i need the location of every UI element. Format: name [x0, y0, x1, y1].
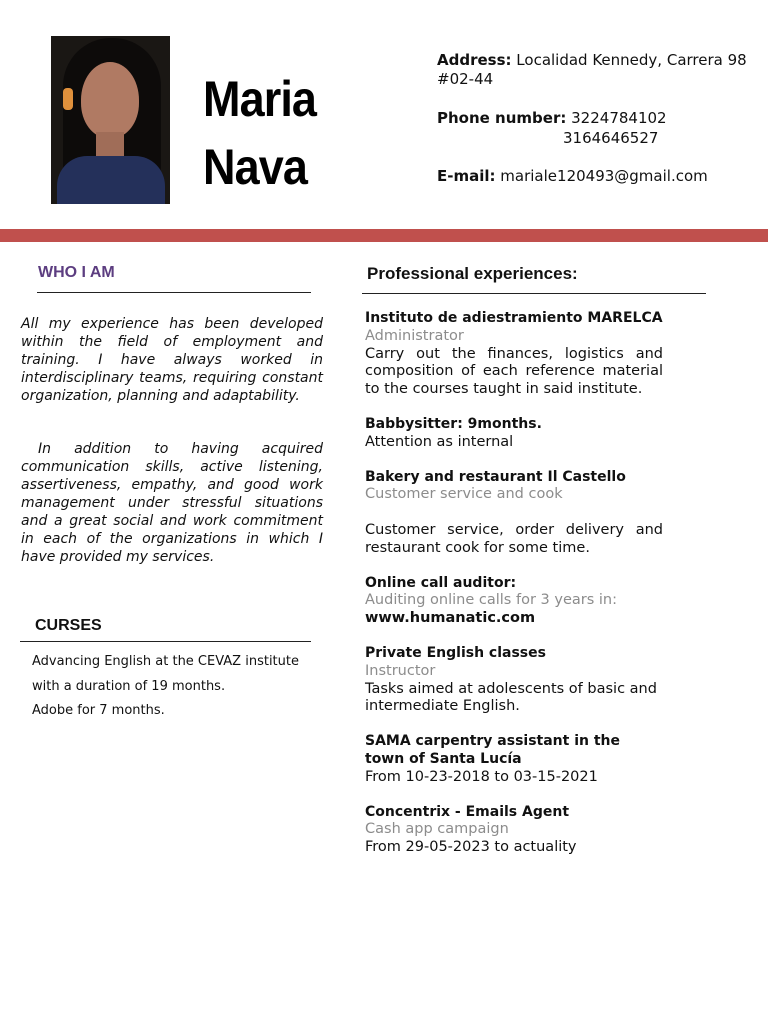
profile-photo [51, 36, 170, 204]
job-description: From 10-23-2018 to 03-15-2021 [365, 768, 598, 785]
phone-value-2: 3164646527 [563, 129, 659, 147]
experience-rule [362, 293, 706, 294]
who-i-am-heading: WHO I AM [38, 264, 115, 281]
job-entry [365, 416, 663, 452]
job-title: Concentrix - Emails Agent [365, 803, 570, 820]
job-role: Administrator [365, 327, 464, 344]
job-title: Private English classes [365, 644, 546, 661]
experience-list [365, 310, 663, 874]
curse-item: Advancing English at the CEVAZ institute [32, 654, 299, 669]
curses-heading: CURSES [35, 617, 102, 634]
job-entry [365, 575, 663, 628]
job-description: From 29-05-2023 to actuality [365, 839, 577, 856]
curses-rule [20, 641, 311, 642]
about-paragraph-1: All my experience has been developed within the field of employment and training. I have always worked in interdisciplinary teams, requiring constant organization, planning and adaptability. [21, 316, 323, 404]
job-description: Customer service, order delivery and restaurant cook for some time. [365, 521, 663, 556]
job-description: Tasks aimed at adolescents of basic and intermediate English. [365, 680, 657, 715]
job-description: Attention as internal [365, 433, 514, 450]
job-entry [365, 645, 663, 716]
job-entry [365, 310, 663, 399]
address-label: Address: [437, 51, 512, 69]
job-entry [365, 804, 663, 857]
first-name: Maria [203, 71, 317, 127]
last-name: Nava [203, 139, 307, 195]
job-title: Bakery and restaurant Il Castello [365, 468, 626, 485]
job-website: www.humanatic.com [365, 610, 536, 627]
curse-item: with a duration of 19 months. [32, 678, 226, 694]
job-role: Instructor [365, 662, 436, 679]
contact-address [437, 51, 757, 89]
photo-face [81, 62, 139, 138]
job-title: Online call auditor: [365, 574, 517, 591]
phone-value-1: 3224784102 [571, 109, 667, 127]
job-title: Instituto de adiestramiento MARELCA [365, 310, 663, 326]
job-role: Customer service and cook [365, 486, 563, 503]
about-paragraph-2: In addition to having acquired communication skills, active listening, assertiveness, empathy, and good work management under stressful situations and a great social and work commitment in each of the organizations in which I have provided my services. [21, 441, 323, 565]
job-entry [365, 469, 663, 558]
photo-shirt [57, 156, 165, 204]
email-value: mariale120493@gmail.com [500, 167, 708, 185]
curse-item: Adobe for 7 months. [32, 703, 165, 718]
contact-email [437, 167, 757, 186]
phone-label: Phone number: [437, 109, 567, 127]
contact-phone [437, 109, 757, 128]
address-value: Localidad Kennedy, Carrera 98 #02-44 [437, 51, 747, 88]
experience-heading: Professional experiences: [367, 264, 578, 283]
email-label: E-mail: [437, 167, 496, 185]
job-role: Cash app campaign [365, 821, 509, 838]
header-divider-bar [0, 229, 768, 242]
job-title: SAMA carpentry assistant in the town of Santa Lucía [365, 733, 621, 767]
photo-background-light [63, 88, 73, 110]
job-entry [365, 733, 663, 786]
who-i-am-rule [37, 292, 311, 293]
job-description: Carry out the finances, logistics and composition of each reference material to the courses taught in said institute. [365, 345, 663, 398]
job-title: Babbysitter: 9months. [365, 415, 542, 432]
curses-list [32, 650, 322, 724]
job-role: Auditing online calls for 3 years in: [365, 592, 617, 609]
